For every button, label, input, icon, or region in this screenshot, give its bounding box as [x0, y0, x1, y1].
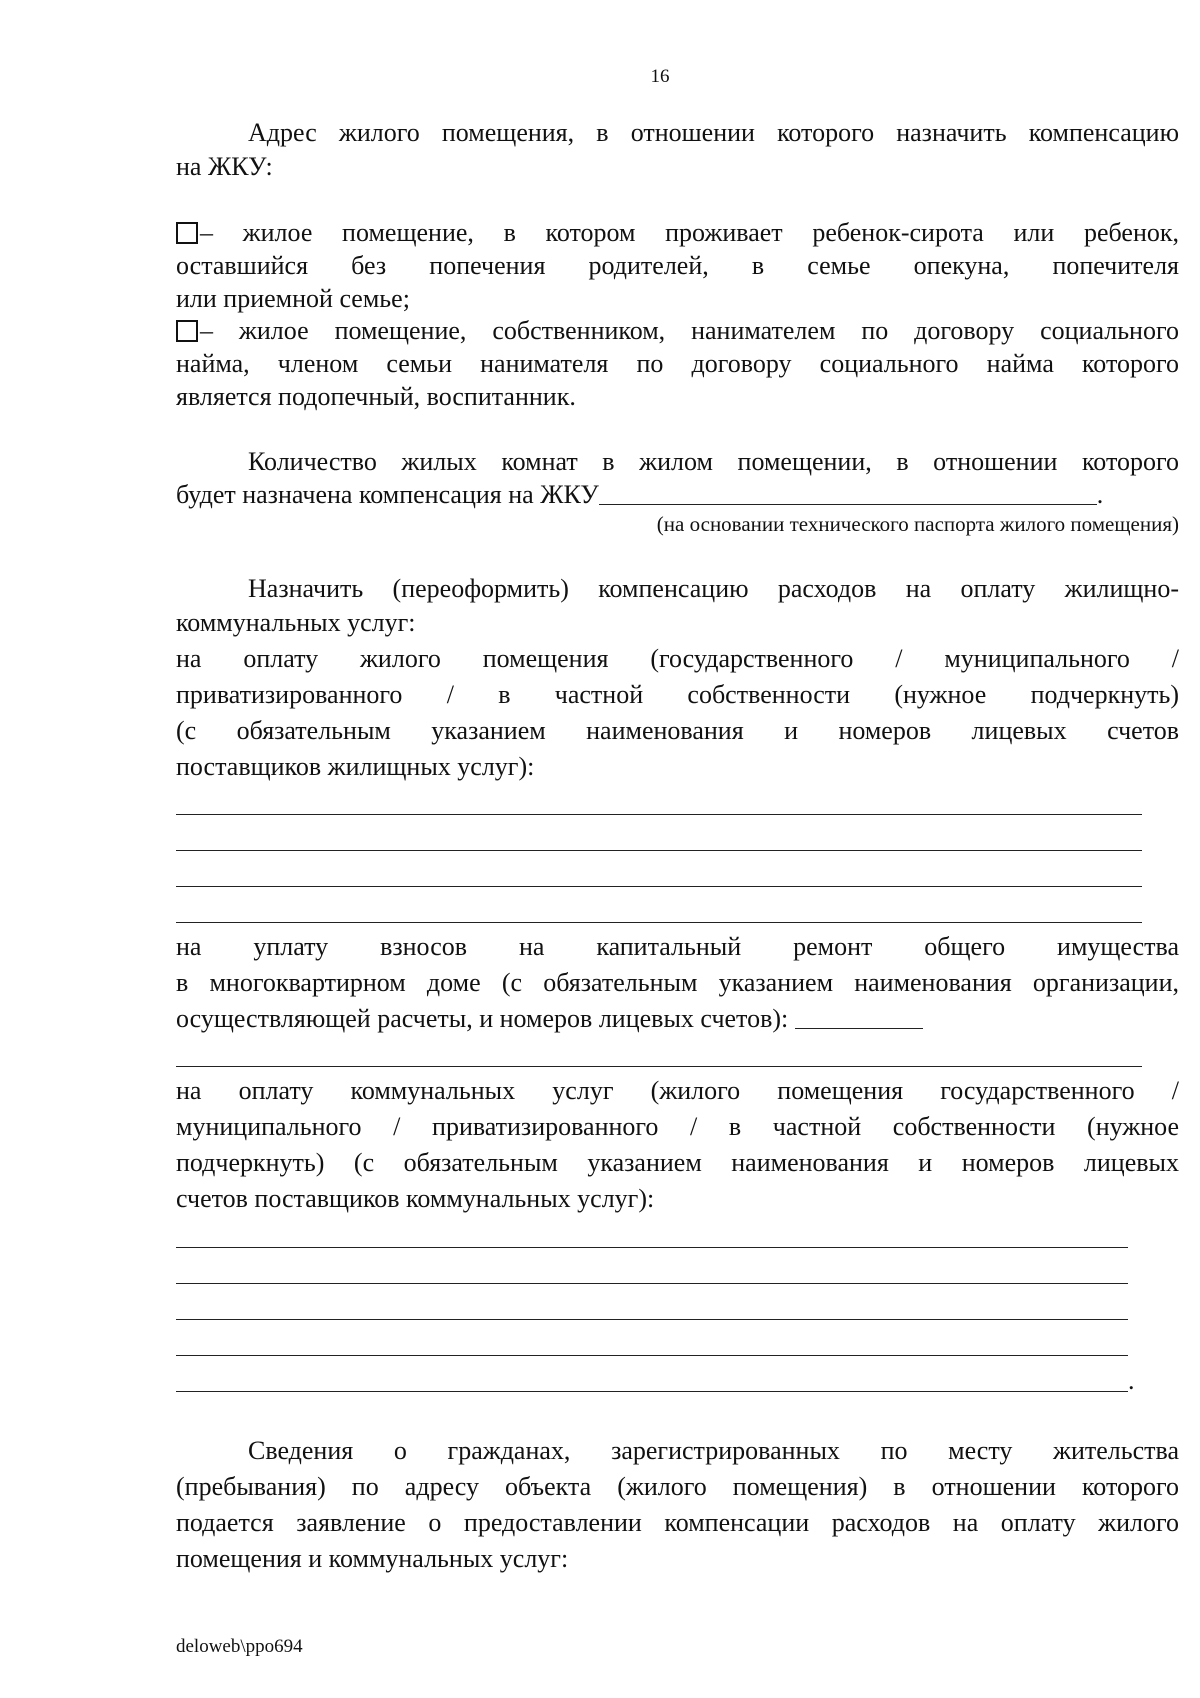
housing-line2: приватизированного / в частной собственности (нужное подчеркнуть) [176, 680, 1179, 709]
assign-line2: коммунальных услуг: [176, 608, 416, 637]
housing-fill-line[interactable] [176, 886, 1142, 887]
capital-line2: в многоквартирном доме (с обязательным указанием наименования организации, [176, 968, 1179, 997]
option2-checkbox[interactable] [176, 320, 198, 342]
rooms-label: будет назначена компенсация на ЖКУ [176, 480, 599, 509]
housing-line1: на оплату жилого помещения (государственного / муниципального / [176, 644, 1179, 673]
housing-line3: (с обязательным указанием наименования и номеров лицевых счетов [176, 716, 1179, 745]
utilities-line2: муниципального / приватизированного / в частной собственности (нужное [176, 1112, 1179, 1141]
housing-line4: поставщиков жилищных услуг): [176, 752, 535, 781]
final-period: . [1128, 1366, 1135, 1395]
option1-line1 [176, 216, 1179, 250]
capital-line3 [176, 1002, 1179, 1036]
utilities-line3: подчеркнуть) (с обязательным указанием наименования и номеров лицевых [176, 1148, 1179, 1177]
option2-line3: является подопечный, воспитанник. [176, 382, 576, 411]
residents-line4: помещения и коммунальных услуг: [176, 1544, 569, 1573]
housing-fill-line[interactable] [176, 922, 1142, 923]
address-heading-line2: на ЖКУ: [176, 152, 273, 181]
utilities-fill-line[interactable] [176, 1355, 1128, 1356]
page-number: 16 [650, 66, 670, 87]
utilities-line4: счетов поставщиков коммунальных услуг): [176, 1184, 655, 1213]
address-heading-line1: Адрес жилого помещения, в отношении которого назначить компенсацию [248, 118, 1179, 147]
rooms-note: (на основании технического паспорта жилого помещения) [656, 512, 1179, 536]
capital-label: осуществляющей расчеты, и номеров лицевых счетов): [176, 1004, 789, 1033]
utilities-fill-line[interactable] [176, 1247, 1128, 1248]
option2-text: – жилое помещение, собственником, нанимателем по договору социального [200, 316, 1179, 345]
residents-line3: подается заявление о предоставлении компенсации расходов на оплату жилого [176, 1508, 1179, 1537]
housing-fill-line[interactable] [176, 814, 1142, 815]
utilities-fill-line[interactable] [176, 1391, 1128, 1392]
rooms-line1: Количество жилых комнат в жилом помещении, в отношении которого [248, 447, 1179, 476]
option1-line3: или приемной семье; [176, 284, 410, 313]
option1-line2: оставшийся без попечения родителей, в семье опекуна, попечителя [176, 251, 1179, 280]
utilities-fill-line[interactable] [176, 1319, 1128, 1320]
residents-line1: Сведения о гражданах, зарегистрированных по месту жительства [248, 1436, 1179, 1465]
footer-doc-id: deloweb\ppo694 [176, 1636, 303, 1657]
option2-line1 [176, 314, 1179, 348]
option1-checkbox[interactable] [176, 222, 198, 244]
capital-fill-line[interactable] [176, 1066, 1142, 1067]
option2-line2: найма, членом семьи нанимателя по договору социального найма которого [176, 349, 1179, 378]
capital-inline-field[interactable] [795, 1002, 923, 1029]
utilities-fill-line[interactable] [176, 1283, 1128, 1284]
option1-text: – жилое помещение, в котором проживает ребенок-сирота или ребенок, [200, 218, 1179, 247]
utilities-line1: на оплату коммунальных услуг (жилого помещения государственного / [176, 1076, 1179, 1105]
residents-line2: (пребывания) по адресу объекта (жилого помещения) в отношении которого [176, 1472, 1179, 1501]
rooms-count-field[interactable] [599, 478, 1097, 505]
housing-fill-line[interactable] [176, 850, 1142, 851]
rooms-line2: будет назначена компенсация на ЖКУ . [176, 480, 1104, 509]
capital-line1: на уплату взносов на капитальный ремонт общего имущества [176, 932, 1179, 961]
assign-line1: Назначить (переоформить) компенсацию расходов на оплату жилищно- [248, 574, 1179, 603]
